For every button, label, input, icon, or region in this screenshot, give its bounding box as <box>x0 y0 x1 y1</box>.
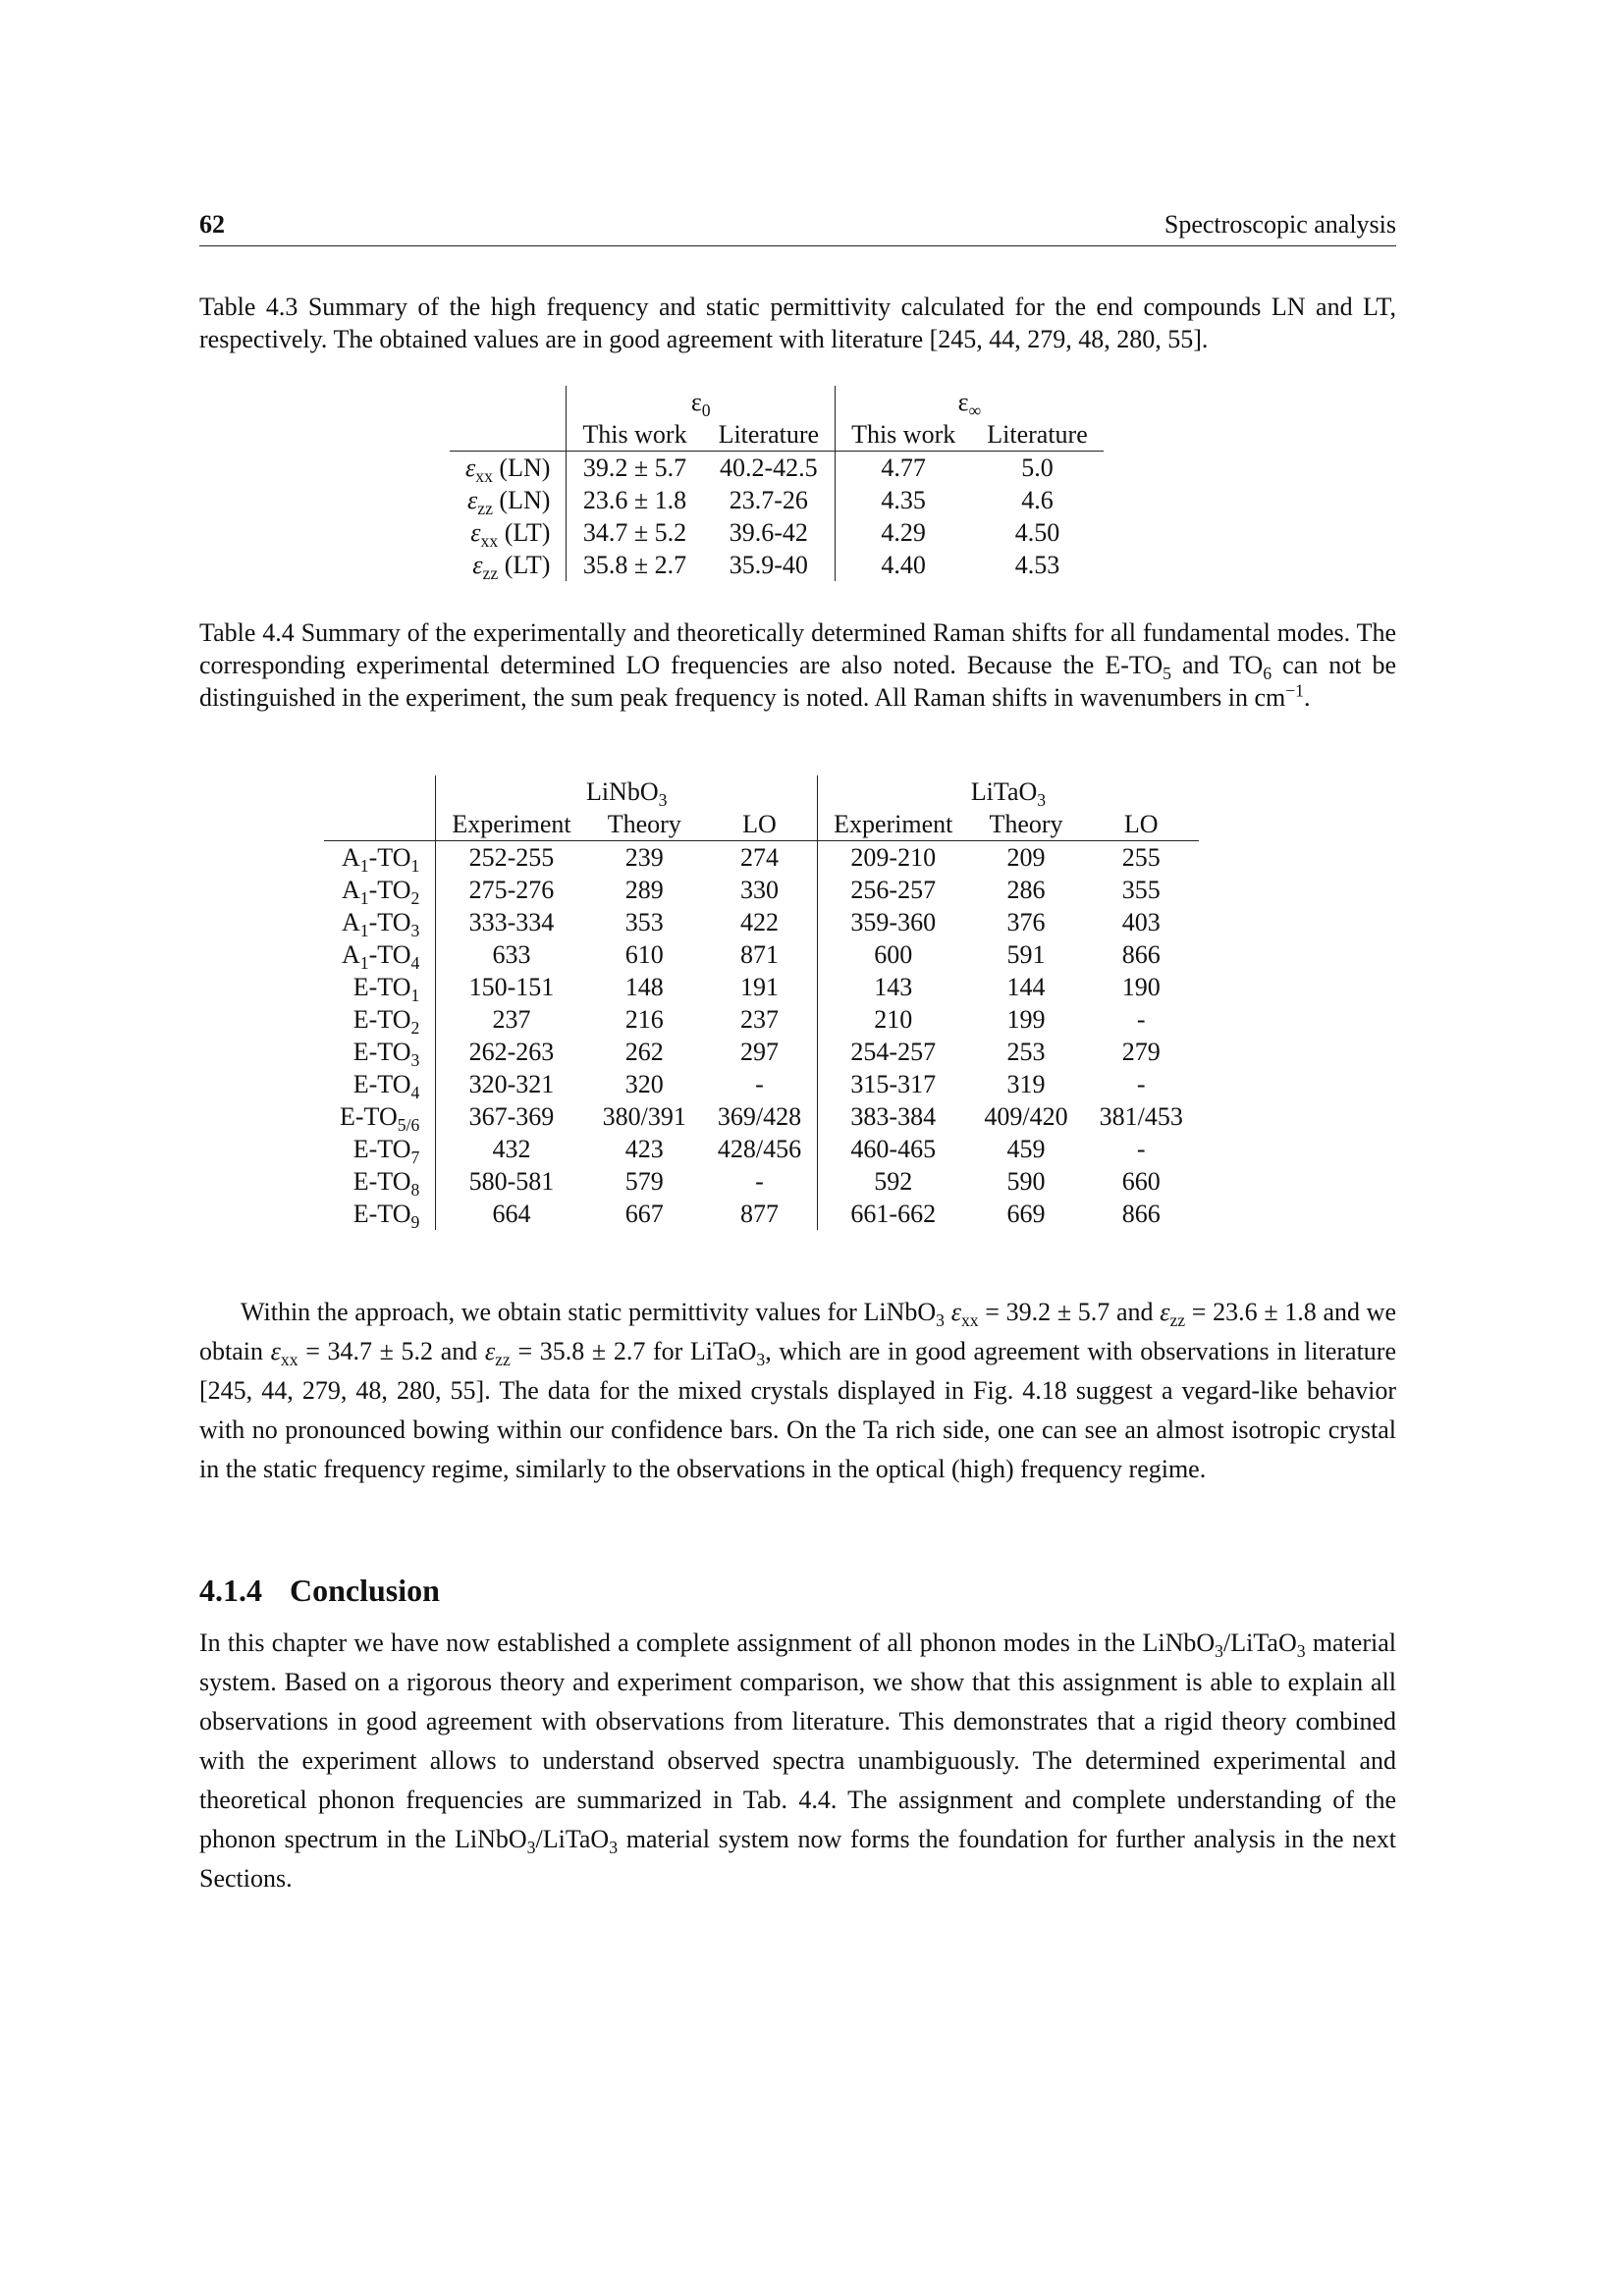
row-label <box>324 906 436 941</box>
table-cell: - <box>1136 1005 1146 1034</box>
page-header <box>199 210 1396 246</box>
group-header <box>818 775 1199 811</box>
row-label <box>324 841 436 875</box>
text-run: = 34.7 ± 5.2 and <box>298 1337 485 1365</box>
column-header: LO <box>702 808 818 841</box>
table-cell: 422 <box>739 908 779 936</box>
table-row <box>324 906 1199 938</box>
section-heading <box>199 1573 440 1609</box>
table-cell: 877 <box>739 1200 779 1228</box>
row-label <box>324 1165 436 1201</box>
italic-symbol: ε <box>270 1337 281 1365</box>
table-cell: 255 <box>1121 843 1161 872</box>
text-run: = 35.8 ± 2.7 for LiTaO <box>510 1337 757 1365</box>
column-header-row <box>324 808 1199 841</box>
table-cell: 209 <box>1006 843 1046 872</box>
column-header: Experiment <box>818 808 969 841</box>
text-run: E-TO <box>352 1167 411 1196</box>
column-header: This work <box>567 418 703 452</box>
row-label <box>324 938 436 974</box>
group-header-row <box>324 775 1199 808</box>
subscript: 0 <box>701 400 711 421</box>
text-run: -TO <box>368 908 411 936</box>
subscript: 1 <box>359 856 369 877</box>
subscript: ∞ <box>968 400 982 421</box>
italic-symbol: ε <box>1160 1298 1170 1326</box>
table-cell: 381/453 <box>1099 1102 1183 1131</box>
table-cell: 237 <box>436 1003 587 1036</box>
table-cell: 4.50 <box>1014 518 1060 547</box>
column-header: Experiment <box>436 808 587 841</box>
table-row <box>324 1133 1199 1165</box>
table-cell: 216 <box>624 1005 664 1034</box>
table-cell: 144 <box>1006 973 1046 1001</box>
row-label <box>324 971 436 1006</box>
text-run: ε <box>690 388 702 416</box>
table-cell: 256-257 <box>818 874 969 906</box>
row-label <box>324 874 436 909</box>
table-cell: 428/456 <box>717 1135 802 1163</box>
text-run: Table 4.3 Summary of the high frequency and static permittivity calculated for the end compounds LN and LT, respectively. The obtained values are in good agreement with literature [245, 44, 279, 48, 280, 55]. <box>199 293 1396 353</box>
column-header: Theory <box>587 808 702 841</box>
table-cell: 432 <box>436 1133 587 1165</box>
text-run: -TO <box>368 876 411 904</box>
subscript: zz <box>1169 1310 1186 1331</box>
table-cell: 23.6 ± 1.8 <box>567 484 703 516</box>
table-cell: 4.77 <box>836 452 972 485</box>
table-cell: 459 <box>1006 1135 1046 1163</box>
table-row <box>324 1036 1199 1068</box>
table-cell: 148 <box>624 973 664 1001</box>
text-run: = 23.6 ± 1.8 and we obtain <box>199 1298 1396 1365</box>
subscript: xx <box>480 531 499 552</box>
table-cell: - <box>755 1070 764 1098</box>
subscript: 3 <box>936 1310 946 1331</box>
text-run: Within the approach, we obtain static permittivity values for LiNbO <box>241 1298 937 1326</box>
text-run: LiNbO <box>585 777 659 806</box>
column-header: This work <box>836 418 972 452</box>
table-cell: 35.9-40 <box>729 551 808 579</box>
subscript: 1 <box>359 953 369 974</box>
table-cell: 143 <box>818 971 969 1003</box>
subscript: 1 <box>410 986 420 1006</box>
table-cell: 866 <box>1121 940 1161 969</box>
subscript: 2 <box>410 1018 420 1039</box>
table-row <box>324 841 1199 875</box>
text-run: can not be distinguished in the experiment, the sum peak frequency is noted. All Raman shifts in wavenumbers in cm <box>199 651 1397 712</box>
text-run: (LN) <box>492 454 551 482</box>
subscript: 3 <box>1037 790 1047 811</box>
italic-symbol: ε <box>465 454 476 482</box>
table-cell: 40.2-42.5 <box>719 454 818 482</box>
group-header-row <box>450 386 1104 418</box>
text-run: (LT) <box>498 551 551 579</box>
subscript: 4 <box>410 1083 420 1103</box>
corner-cell <box>324 808 436 841</box>
text-run: . <box>1304 683 1311 712</box>
table-cell: 39.6-42 <box>729 518 808 547</box>
subscript: 3 <box>410 921 420 941</box>
table-cell: 664 <box>436 1198 587 1230</box>
text-run: Table 4.4 Summary of the experimentally and theoretically determined Raman shifts for all fundamental modes. The corresponding experimental determined LO frequencies are also noted. Because the E-TO <box>199 618 1396 679</box>
column-header: LO <box>1084 808 1199 841</box>
table-row <box>450 452 1104 485</box>
table-4-3-caption <box>199 291 1396 355</box>
text-run: -TO <box>368 940 411 969</box>
table-row <box>324 1068 1199 1100</box>
table-cell: 4.53 <box>1014 551 1060 579</box>
table-row <box>324 1003 1199 1036</box>
table-cell: 591 <box>1006 940 1046 969</box>
text-run: E-TO <box>352 1200 411 1228</box>
text-run: In this chapter we have now established a complete assignment of all phonon modes in the LiNbO <box>199 1629 1216 1657</box>
subscript: zz <box>482 563 499 584</box>
table-cell: 600 <box>818 938 969 971</box>
text-run: E-TO <box>340 1102 398 1131</box>
section-number: 4.1.4 <box>199 1573 262 1608</box>
subscript: 3 <box>526 1838 536 1858</box>
table-cell: 409/420 <box>984 1102 1068 1131</box>
text-run: A <box>342 876 360 904</box>
column-header-row <box>450 418 1104 452</box>
table-cell: 610 <box>624 940 664 969</box>
table-row <box>324 874 1199 906</box>
row-label <box>450 452 567 485</box>
table-cell: 871 <box>739 940 779 969</box>
row-label <box>324 1036 436 1071</box>
text-run: A <box>342 940 360 969</box>
subscript: zz <box>477 499 493 519</box>
table-cell: 380/391 <box>602 1102 686 1131</box>
subscript: xx <box>960 1310 979 1331</box>
table-cell: 150-151 <box>436 971 587 1003</box>
text-run: A <box>342 843 360 872</box>
table-cell: 23.7-26 <box>729 486 808 514</box>
table-4-4 <box>324 775 1199 1233</box>
table-cell: 320 <box>624 1070 664 1098</box>
subscript: xx <box>280 1350 298 1370</box>
table-cell: 34.7 ± 5.2 <box>567 516 703 549</box>
table-cell: 4.6 <box>1021 486 1054 514</box>
table-cell: 359-360 <box>818 906 969 938</box>
text-run: material system. Based on a rigorous theory and experiment comparison, we show that this assignment is able to explain all observations in good agreement with observations from literature. This demonstrates that a rigid theory combined with the experiment allows to understand observed spectra unambiguously. The determined experimental and theoretical phonon frequencies are summarized in Tab. 4.4. The assignment and complete understanding of the phonon spectrum in the LiNbO <box>199 1629 1396 1853</box>
body-paragraph-conclusion <box>199 1624 1396 1898</box>
table-cell: 403 <box>1121 908 1161 936</box>
table-cell: 319 <box>1006 1070 1046 1098</box>
subscript: 1 <box>359 888 369 909</box>
table-cell: 275-276 <box>436 874 587 906</box>
section-title: Conclusion <box>290 1573 440 1608</box>
table-cell: 286 <box>1006 876 1046 904</box>
table-cell: 4.29 <box>836 516 972 549</box>
table-cell: 262 <box>624 1038 664 1066</box>
subscript: 7 <box>410 1148 420 1168</box>
table-cell: 190 <box>1121 973 1161 1001</box>
table-cell: 330 <box>739 876 779 904</box>
table-cell: 209-210 <box>818 841 969 875</box>
subscript: 9 <box>410 1212 420 1233</box>
italic-symbol: ε <box>484 1337 496 1365</box>
table-cell: - <box>1136 1070 1146 1098</box>
table-cell: 369/428 <box>717 1102 802 1131</box>
superscript: −1 <box>1285 680 1305 701</box>
subscript: 3 <box>609 1838 619 1858</box>
table-cell: 39.2 ± 5.7 <box>567 452 703 485</box>
column-header: Literature <box>703 418 836 452</box>
text-run: A <box>342 908 360 936</box>
subscript: 3 <box>756 1350 766 1370</box>
italic-symbol: ε <box>470 518 481 547</box>
subscript: 1 <box>410 856 420 877</box>
table-cell: 423 <box>624 1135 664 1163</box>
table-cell: 460-465 <box>818 1133 969 1165</box>
body-paragraph-permittivity <box>199 1293 1396 1489</box>
row-label <box>450 484 567 519</box>
table-4-4-caption <box>199 616 1396 714</box>
table-cell: 333-334 <box>436 906 587 938</box>
subscript: 3 <box>410 1050 420 1071</box>
text-run: E-TO <box>352 973 411 1001</box>
text-run: (LN) <box>492 486 551 514</box>
text-run: = 39.2 ± 5.7 and <box>978 1298 1161 1326</box>
table-cell: 590 <box>1006 1167 1046 1196</box>
table-row <box>324 971 1199 1003</box>
table-cell: 253 <box>1006 1038 1046 1066</box>
row-label <box>324 1133 436 1168</box>
row-label <box>450 549 567 584</box>
row-label <box>324 1198 436 1233</box>
table-cell: 355 <box>1121 876 1161 904</box>
table-cell: 199 <box>1006 1005 1046 1034</box>
table-cell: 376 <box>1006 908 1046 936</box>
table-row <box>324 1198 1199 1230</box>
table-cell: - <box>1136 1135 1146 1163</box>
table-cell: 661-662 <box>818 1198 969 1230</box>
text-run: /LiTaO <box>1223 1629 1297 1657</box>
italic-symbol: ε <box>472 551 483 579</box>
text-run: /LiTaO <box>535 1825 610 1853</box>
table-cell: 660 <box>1121 1167 1161 1196</box>
subscript: 8 <box>410 1180 420 1201</box>
row-label <box>450 516 567 552</box>
table-cell: 289 <box>624 876 664 904</box>
table-row <box>324 1100 1199 1133</box>
table-cell: 367-369 <box>436 1100 587 1133</box>
group-header <box>836 386 1104 421</box>
table-cell: 4.35 <box>836 484 972 516</box>
row-label <box>324 1003 436 1039</box>
table-cell: 252-255 <box>436 841 587 875</box>
subscript: 3 <box>658 790 668 811</box>
subscript: 3 <box>1296 1641 1306 1662</box>
group-header <box>436 775 818 811</box>
subscript: 2 <box>410 888 420 909</box>
running-title: Spectroscopic analysis <box>1164 210 1396 239</box>
page-number: 62 <box>199 210 225 239</box>
subscript: 6 <box>1263 664 1272 684</box>
subscript: xx <box>475 466 493 487</box>
italic-symbol: ε <box>466 486 478 514</box>
corner-cell <box>324 775 436 808</box>
text-run: and TO <box>1170 651 1264 679</box>
table-row <box>324 1165 1199 1198</box>
table-row <box>450 516 1104 549</box>
italic-symbol: ε <box>950 1298 961 1326</box>
group-header <box>567 386 836 421</box>
row-label <box>324 1068 436 1103</box>
table-cell: 315-317 <box>818 1068 969 1100</box>
corner-cell <box>450 418 567 452</box>
table-row <box>450 484 1104 516</box>
table-cell: 35.8 ± 2.7 <box>567 549 703 581</box>
table-cell: 274 <box>739 843 779 872</box>
table-cell: 4.40 <box>836 549 972 581</box>
table-cell: 237 <box>739 1005 779 1034</box>
table-cell: 669 <box>1006 1200 1046 1228</box>
table-cell: 320-321 <box>436 1068 587 1100</box>
text-run: , which are in good agreement with observations in literature [245, 44, 279, 48, 280, 55]. The data for the mixed crystals displayed in Fig. 4.18 suggest a vegard-like behavior with no pronounced bowing within our confidence bars. On the Ta rich side, one can see an almost isotropic crystal in the static frequency regime, similarly to the observations in the optical (high) frequency regime. <box>199 1337 1396 1483</box>
table-cell: 383-384 <box>818 1100 969 1133</box>
subscript: 5/6 <box>397 1115 420 1136</box>
corner-cell <box>450 386 567 418</box>
text-run <box>945 1298 951 1326</box>
table-row <box>450 549 1104 581</box>
table-cell: 592 <box>818 1165 969 1198</box>
row-label <box>324 1100 436 1136</box>
table-cell: 279 <box>1121 1038 1161 1066</box>
table-cell: 667 <box>624 1200 664 1228</box>
table-cell: 353 <box>624 908 664 936</box>
table-cell: 262-263 <box>436 1036 587 1068</box>
table-cell: 579 <box>624 1167 664 1196</box>
subscript: 1 <box>359 921 369 941</box>
table-cell: 239 <box>624 843 664 872</box>
text-run: material system now forms the foundation for further analysis in the next Sections. <box>199 1825 1396 1893</box>
text-run: ε <box>957 388 969 416</box>
text-run: E-TO <box>352 1070 411 1098</box>
table-cell: 580-581 <box>436 1165 587 1198</box>
table-cell: 866 <box>1121 1200 1161 1228</box>
table-cell: - <box>755 1167 764 1196</box>
table-row <box>324 938 1199 971</box>
text-run: E-TO <box>352 1005 411 1034</box>
table-cell: 210 <box>818 1003 969 1036</box>
column-header: Literature <box>971 418 1104 452</box>
table-4-3 <box>450 386 1104 584</box>
column-header: Theory <box>968 808 1083 841</box>
text-run: -TO <box>368 843 411 872</box>
subscript: 3 <box>1215 1641 1224 1662</box>
text-run: LiTaO <box>970 777 1038 806</box>
subscript: zz <box>495 1350 511 1370</box>
table-cell: 254-257 <box>818 1036 969 1068</box>
subscript: 5 <box>1163 664 1171 684</box>
table-cell: 5.0 <box>1021 454 1054 482</box>
text-run: (LT) <box>498 518 551 547</box>
subscript: 4 <box>410 953 420 974</box>
table-cell: 191 <box>739 973 779 1001</box>
text-run: E-TO <box>352 1135 411 1163</box>
table-cell: 297 <box>739 1038 779 1066</box>
table-cell: 633 <box>436 938 587 971</box>
text-run: E-TO <box>352 1038 411 1066</box>
